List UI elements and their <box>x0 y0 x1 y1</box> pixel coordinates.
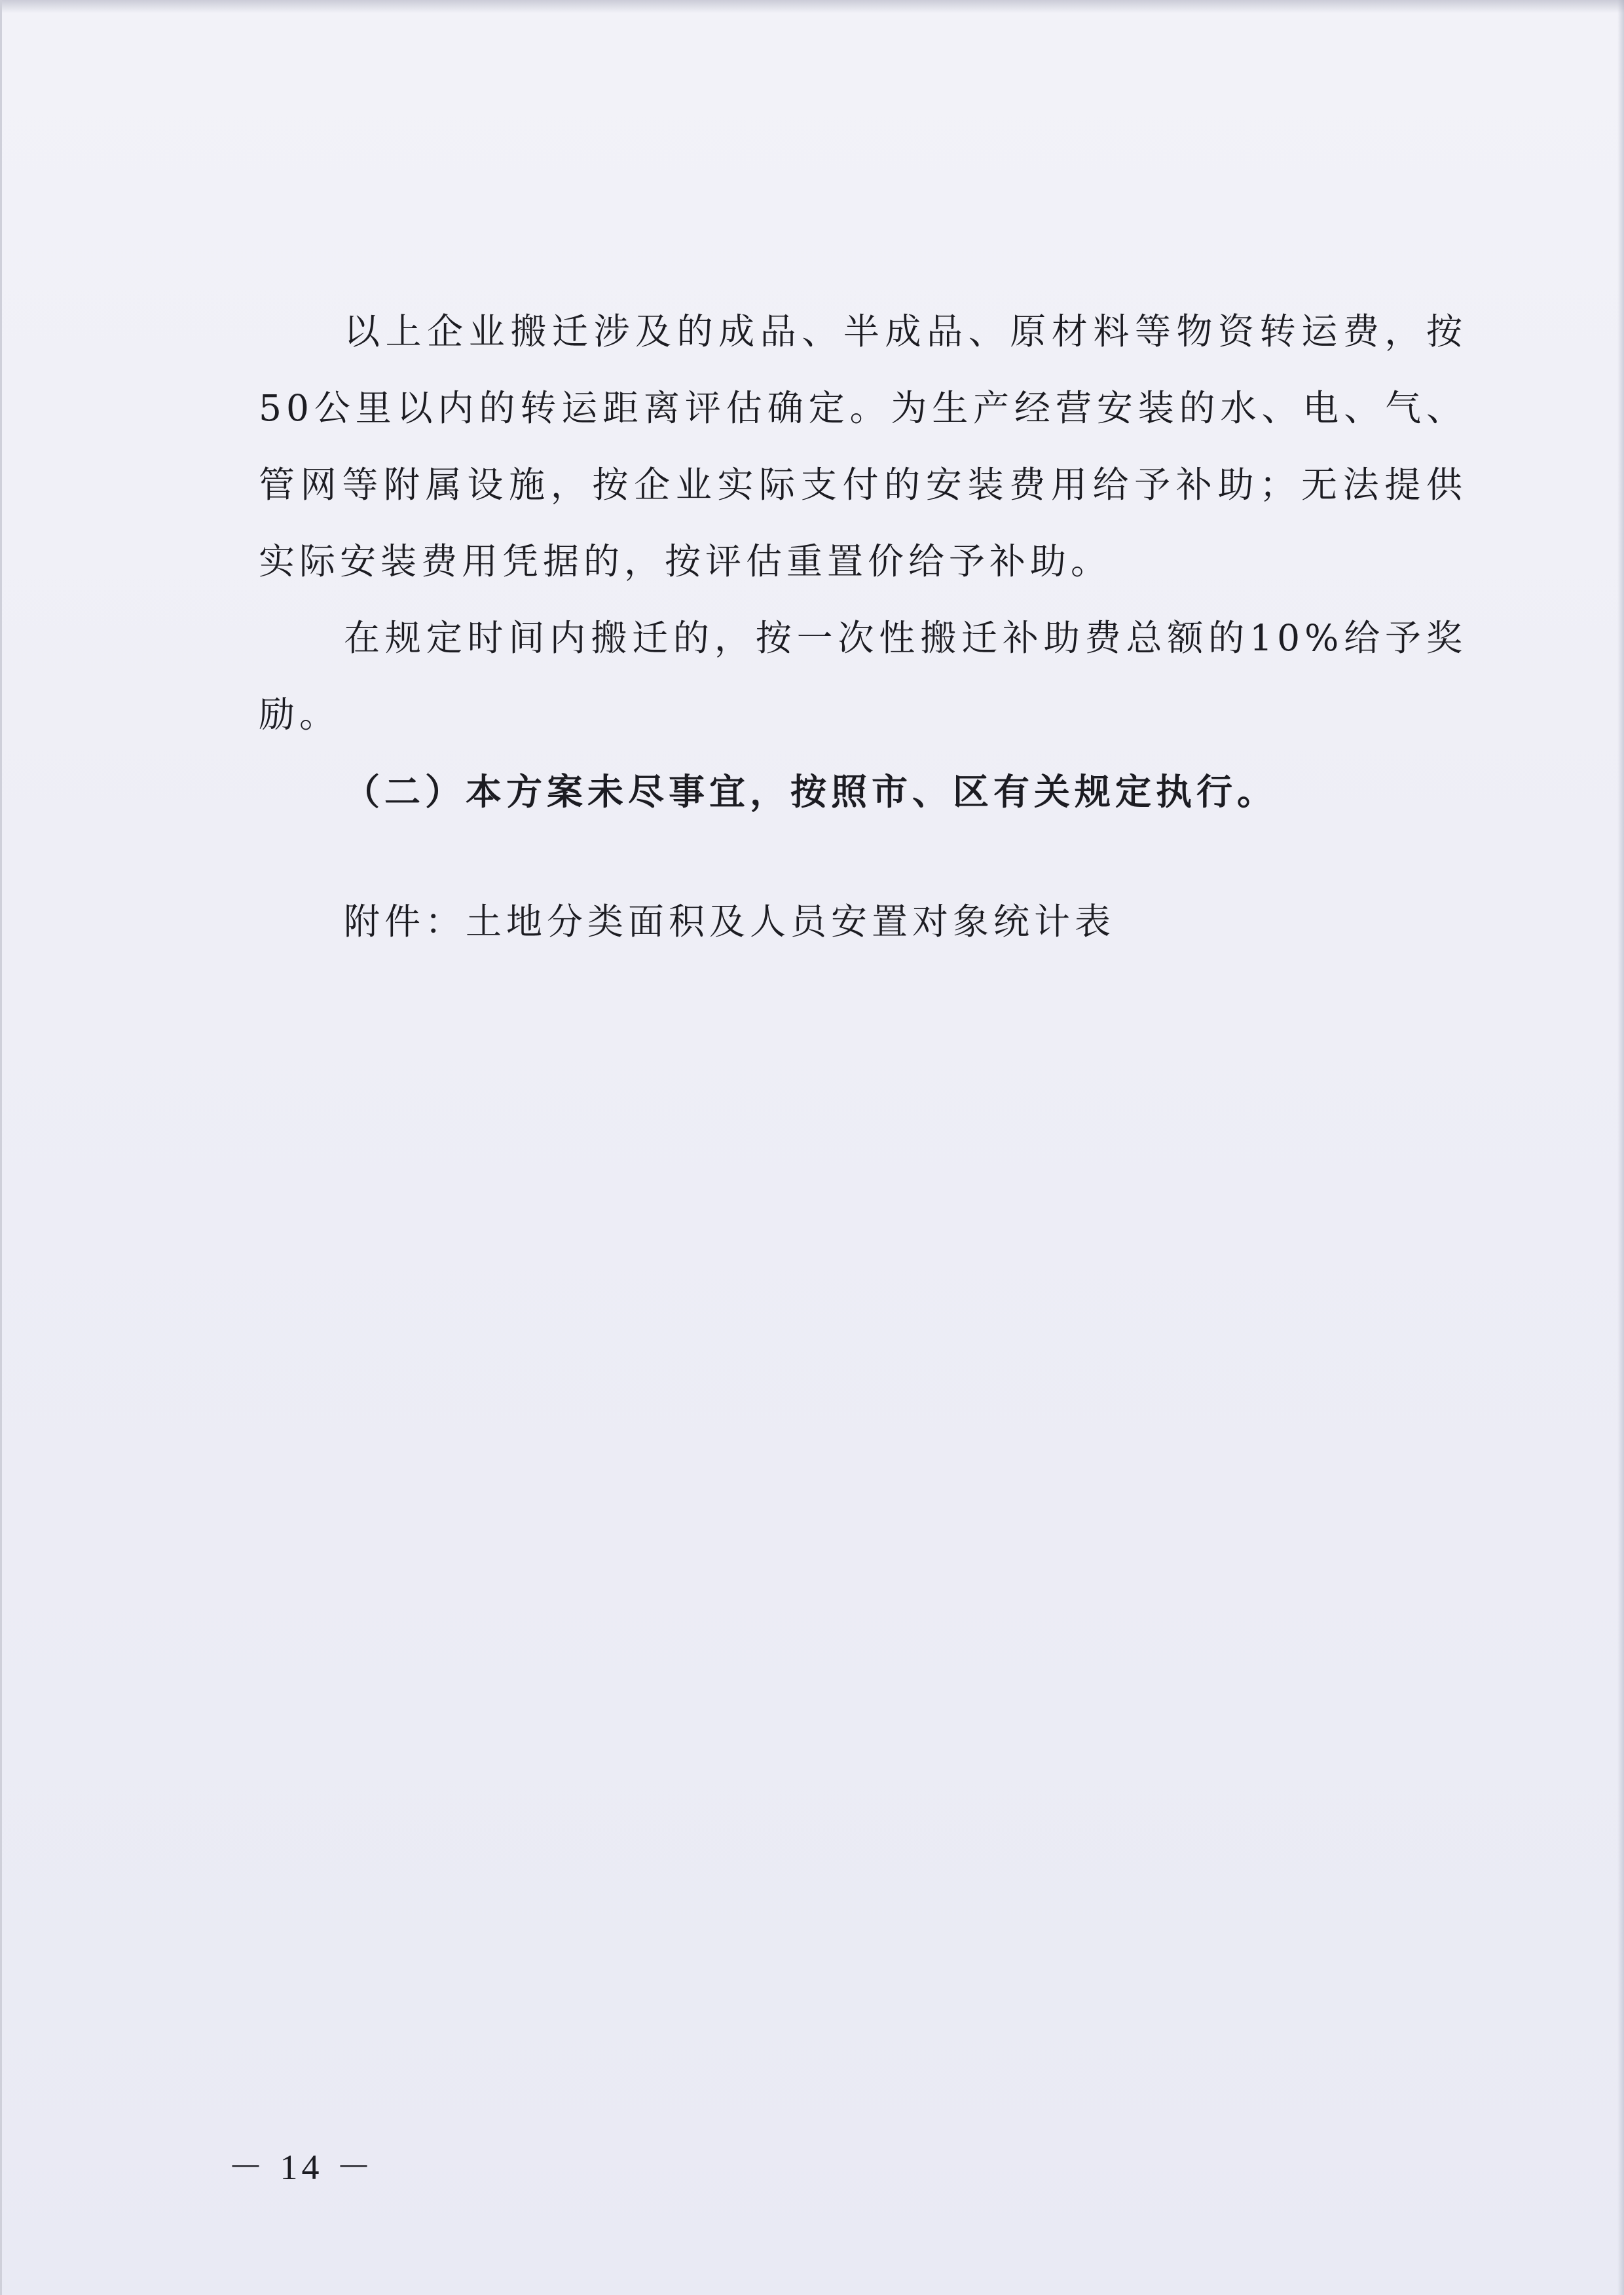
section-heading-two: （二）本方案未尽事宜，按照市、区有关规定执行。 <box>344 770 1278 813</box>
attachment-line: 附件：土地分类面积及人员安置对象统计表 <box>344 901 1116 942</box>
paragraph-relocation-reward: 在规定时间内搬迁的，按一次性搬迁补助费总额的10%给予奖励。 <box>259 617 1467 736</box>
paragraph-relocation-transport: 以上企业搬迁涉及的成品、半成品、原材料等物资转运费，按50公里以内的转运距离评估确定。为生产经营安装的水、电、气、管网等附属设施，按企业实际支付的安装费用给予补助；无法提供实际安装费用凭据的，按评估重置价给予补助。 <box>259 310 1467 582</box>
page-number: － 14 － <box>228 2148 375 2187</box>
document-body <box>259 293 1467 960</box>
